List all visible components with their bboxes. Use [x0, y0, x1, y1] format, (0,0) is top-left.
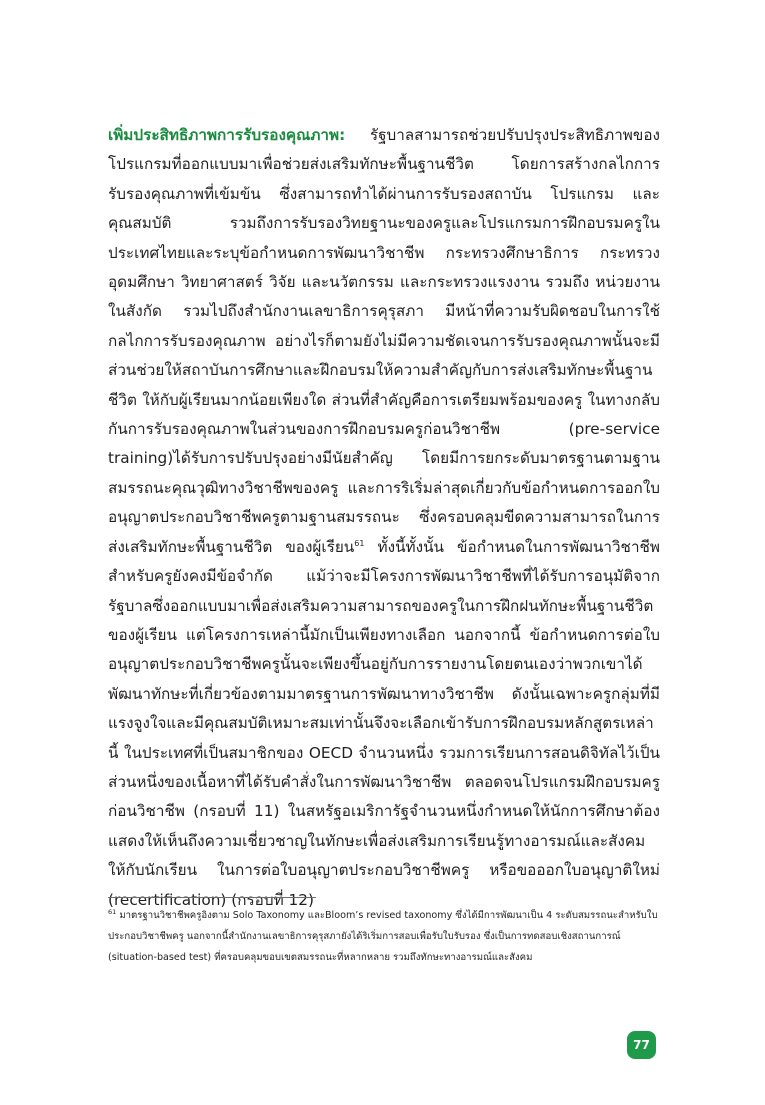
body-paragraph — [108, 121, 660, 915]
page-number: 77 — [633, 1038, 650, 1052]
page-number-badge — [627, 1031, 656, 1059]
footnote-text: มาตรฐานวิชาชีพครูอิงตาม Solo Taxonomy และBloom’s revised taxonomy ซึ่งได้มีการพัฒนาเป็น 4 ระดับสมรรถนะสำหรับใบประกอบวิชาชีพครู นอกจากนี้สำนักงานเลขาธิการคุรุสภายังได้ริเริ่มการสอบเพื่อรับใบรับรอง ซึ่งเป็นการทดสอบเชิงสถานการณ์ (situation-based test) ที่ครอบคลุมขอบเขตสมรรถนะที่หลากหลาย รวมถึงทักษะทางอารมณ์และสังคม — [108, 910, 658, 963]
footnote-reference[interactable]: 61 — [354, 538, 365, 548]
footnote-number: 61 — [108, 907, 117, 916]
footnote-divider — [108, 897, 316, 898]
paragraph-text-part-1: รัฐบาลสามารถช่วยปรับปรุงประสิทธิภาพของโปรแกรมที่ออกแบบมาเพื่อช่วยส่งเสริมทักษะพื้นฐานชีวิต โดยการสร้างกลไกการรับรองคุณภาพที่เข้มข้น ซึ่งสามารถทำได้ผ่านการรับรองสถาบัน โปรแกรม และคุณสมบัติ รวมถึงการรับรองวิทยฐานะของครูและโปรแกรมการฝึกอบรมครูในประเทศไทยและระบุข้อกำหนดการพัฒนาวิชาชีพ กระทรวงศึกษาธิการ กระทรวงอุดมศึกษา วิทยาศาสตร์ วิจัย และนวัตกรรม และกระทรวงแรงงาน รวมถึง หน่วยงานในสังกัด รวมไปถึงสำนักงานเลขาธิการคุรุสภา มีหน้าที่ความรับผิดชอบในการใช้กลไกการรับรองคุณภาพ อย่างไรก็ตามยังไม่มีความชัดเจนการรับรองคุณภาพนั้นจะมีส่วนช่วยให้สถาบันการศึกษาและฝึกอบรมให้ความสำคัญกับการส่งเสริมทักษะพื้นฐานชีวิต ให้กับผู้เรียนมากน้อยเพียงใด ส่วนที่สำคัญคือการเตรียมพร้อมของครู ในทางกลับกันการรับรองคุณภาพในส่วนของการฝึกอบรมครูก่อนวิชาชีพ (pre-service training)ได้รับการปรับปรุงอย่างมีนัยสำคัญ โดยมีการยกระดับมาตรฐานตามฐานสมรรถนะคุณวุฒิทางวิชาชีพของครู และการริเริ่มล่าสุดเกี่ยวกับข้อกำหนดการออกใบอนุญาตประกอบวิชาชีพครูตามฐานสมรรถนะ ซึ่งครอบคลุมขีดความสามารถในการส่งเสริมทักษะพื้นฐานชีวิต ของผู้เรียน — [108, 126, 660, 556]
paragraph-text-part-2: ทั้งนี้ทั้งนั้น ข้อกำหนดในการพัฒนาวิชาชีพสำหรับครูยังคงมีข้อจำกัด แม้ว่าจะมีโครงการพัฒนาวิชาชีพที่ได้รับการอนุมัติจากรัฐบาลซึ่งออกแบบมาเพื่อส่งเสริมความสามารถของครูในการฝึกฝนทักษะพื้นฐานชีวิต ของผู้เรียน แต่โครงการเหล่านี้มักเป็นเพียงทางเลือก นอกจากนี้ ข้อกำหนดการต่อใบอนุญาตประกอบวิชาชีพครูนั้นจะเพียงขึ้นอยู่กับการรายงานโดยตนเองว่าพวกเขาได้พัฒนาทักษะที่เกี่ยวข้องตามมาตรฐานการพัฒนาทางวิชาชีพ ดังนั้นเฉพาะครูกลุ่มที่มีแรงจูงใจและมีคุณสมบัติเหมาะสมเท่านั้นจึงจะเลือกเข้ารับการฝึกอบรมหลักสูตรเหล่านี้ ในประเทศที่เป็นสมาชิกของ OECD จำนวนหนึ่ง รวมการเรียนการสอนดิจิทัลไว้เป็นส่วนหนึ่งของเนื้อหาที่ได้รับคำสั่งในการพัฒนาวิชาชีพ ตลอดจนโปรแกรมฝึกอบรมครูก่อนวิชาชีพ (กรอบที่ 11) ในสหรัฐอเมริการัฐจำนวนหนึ่งกำหนดให้นักการศึกษาต้องแสดงให้เห็นถึงความเชี่ยวชาญในทักษะเพื่อส่งเสริมการเรียนรู้ทางอารมณ์และสังคม ให้กับนักเรียน ในการต่อใบอนุญาตประกอบวิชาชีพครู หรือขอออกใบอนุญาติใหม่ (recertification) (กรอบที่ 12) — [108, 537, 660, 909]
paragraph-heading: เพิ่มประสิทธิภาพการรับรองคุณภาพ: — [108, 126, 346, 144]
footnote — [108, 906, 660, 968]
